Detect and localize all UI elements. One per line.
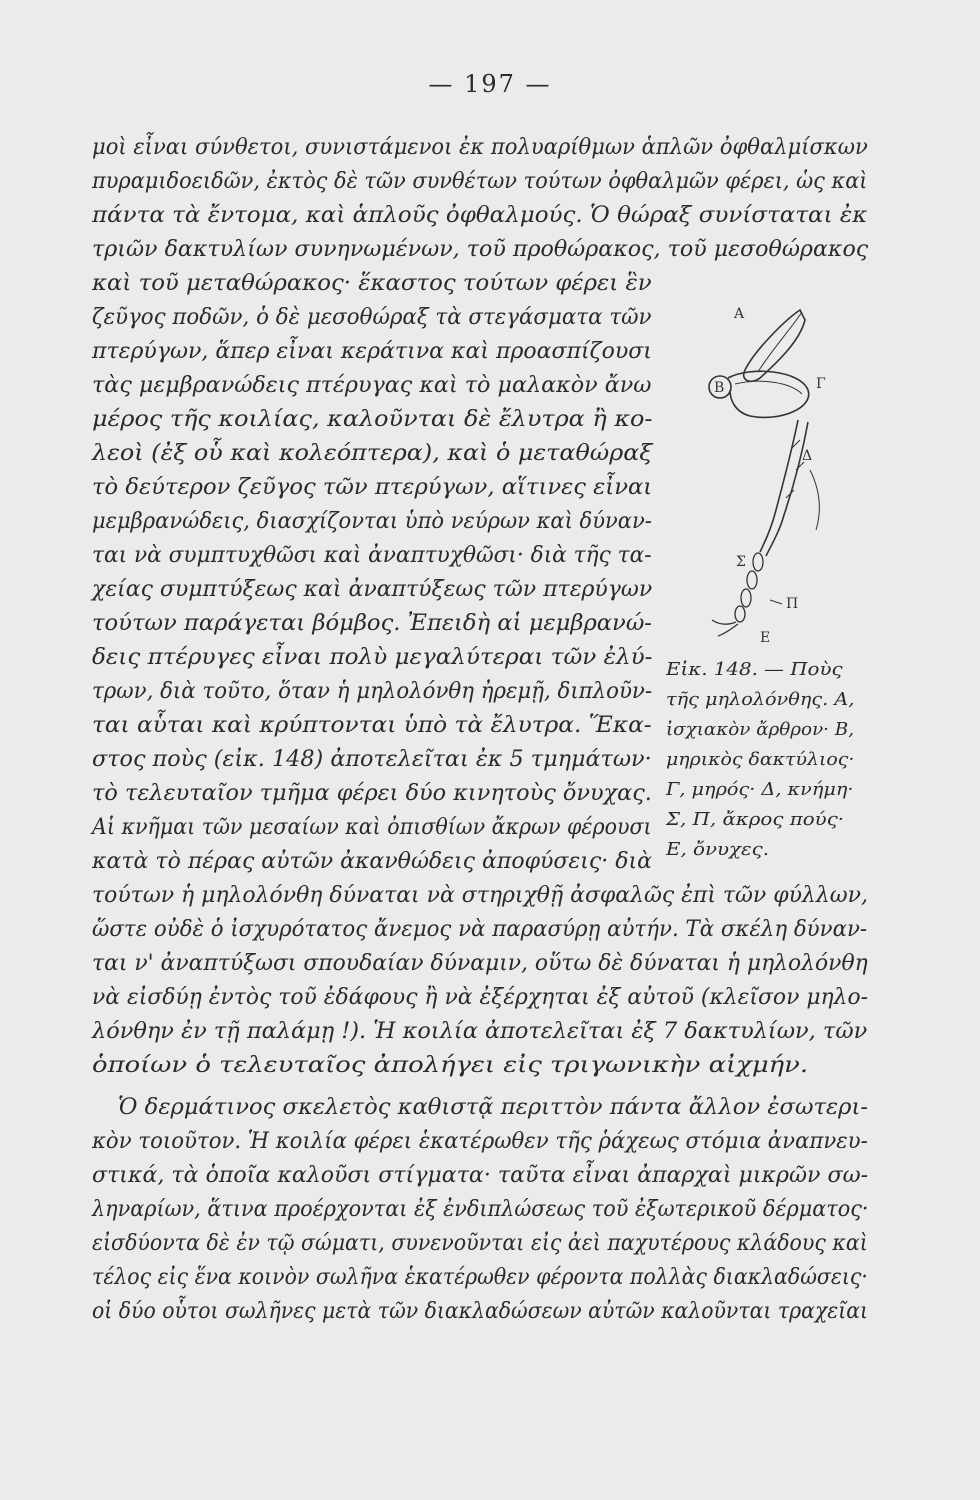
svg-text:Α: Α (734, 306, 745, 322)
text-line: τρων, διὰ τοῦτο, ὅταν ἡ μηλολόνθη ἠρεμῇ, διπλοῦν- (92, 678, 653, 704)
text-line: στος ποὺς (εἰκ. 148) ἀποτελεῖται ἐκ 5 τμημάτων· (92, 746, 652, 772)
text-line: πτερύγων, ἅπερ εἶναι κεράτινα καὶ προασπίζουσι (92, 338, 652, 364)
caption-line: Σ, Π, ἄκρος πούς· (666, 809, 845, 830)
text-line: ὥστε οὐδὲ ὁ ἰσχυρότατος ἄνεμος νὰ παρασύρῃ αὐτήν. Τὰ σκέλη δύναν- (92, 916, 868, 942)
text-line: λεοὶ (ἐξ οὗ καὶ κολεόπτερα), καὶ ὁ μεταθώραξ (92, 440, 653, 466)
text-line: κατὰ τὸ πέρας αὐτῶν ἀκανθώδεις ἀποφύσεις· διὰ (92, 848, 653, 874)
text-line: πάντα τὰ ἔντομα, καὶ ἁπλοῦς ὀφθαλμούς. Ὁ θώραξ συνίσταται ἐκ (92, 202, 868, 228)
text-line: λόνθην ἐν τῇ παλάμῃ !). Ἡ κοιλία ἀποτελεῖται ἐξ 7 δακτυλίων, τῶν (92, 1018, 868, 1044)
text-line: δεις πτέρυγες εἶναι πολὺ μεγαλύτεραι τῶν ἐλύ- (92, 644, 653, 670)
text-line: ται νὰ συμπτυχθῶσι καὶ ἀναπτυχθῶσι· διὰ τῆς τα- (92, 542, 652, 568)
text-line: τὰς μεμβρανώδεις πτέρυγας καὶ τὸ μαλακὸν ἄνω (92, 372, 652, 398)
text-line: τούτων ἡ μηλολόνθη δύναται νὰ στηριχθῇ ἀσφαλῶς ἐπὶ τῶν φύλλων, (92, 882, 868, 908)
svg-text:Ε: Ε (760, 630, 771, 646)
svg-text:Β: Β (714, 380, 725, 396)
text-line: μέρος τῆς κοιλίας, καλοῦνται δὲ ἔλυτρα ἢ κο- (92, 406, 653, 432)
svg-text:Γ: Γ (816, 376, 826, 392)
text-line: τούτων παράγεται βόμβος. Ἐπειδὴ αἱ μεμβρανώ- (92, 610, 652, 636)
caption-line: τῆς μηλολόνθης. Α, (666, 689, 855, 710)
text-line: Ὁ δερμάτινος σκελετὸς καθιστᾷ περιττὸν πάντα ἄλλον ἐσωτερι- (118, 1094, 869, 1120)
text-line: μεμβρανώδεις, διασχίζονται ὑπὸ νεύρων καὶ δύναν- (92, 508, 652, 534)
page-number: — 197 — (428, 70, 552, 98)
text-line: ται αὗται καὶ κρύπτονται ὑπὸ τὰ ἔλυτρα. Ἕκα- (92, 712, 652, 738)
text-line: καὶ τοῦ μεταθώρακος· ἕκαστος τούτων φέρει ἓν (92, 270, 652, 296)
text-line: πυραμιδοειδῶν, ἐκτὸς δὲ τῶν συνθέτων τούτων ὀφθαλμῶν φέρει, ὡς καὶ (92, 168, 868, 194)
text-line: τὸ τελευταῖον τμῆμα φέρει δύο κινητοὺς ὄνυχας. (92, 780, 652, 806)
svg-text:Σ: Σ (736, 554, 746, 570)
text-line: τριῶν δακτυλίων συνηνωμένων, τοῦ προθώρακος, τοῦ μεσοθώρακος (92, 236, 869, 262)
text-line: εἰσδύοντα δὲ ἐν τῷ σώματι, συνενοῦνται εἰς ἀεὶ παχυτέρους κλάδους καὶ (92, 1230, 868, 1256)
text-line: οἱ δύο οὗτοι σωλῆνες μετὰ τῶν διακλαδώσεων αὐτῶν καλοῦνται τραχεῖαι (92, 1298, 869, 1324)
caption-line: ἰσχιακὸν ἄρθρον· Β, (666, 719, 855, 740)
svg-text:Δ: Δ (802, 448, 813, 464)
caption-line: Γ, μηρός· Δ, κνήμη· (666, 779, 854, 800)
text-line: τὸ δεύτερον ζεῦγος τῶν πτερύγων, αἵτινες εἶναι (92, 474, 653, 500)
text-line: τέλος εἰς ἕνα κοινὸν σωλῆνα ἑκατέρωθεν φέροντα πολλὰς διακλαδώσεις· (92, 1264, 868, 1290)
caption-line: Εἰκ. 148. — Ποὺς (666, 659, 843, 680)
text-line: ληναρίων, ἅτινα προέρχονται ἐξ ἐνδιπλώσεως τοῦ ἐξωτερικοῦ δέρματος· (92, 1196, 869, 1222)
text-line: νὰ εἰσδύῃ ἐντὸς τοῦ ἐδάφους ἢ νὰ ἐξέρχηται ἐξ αὐτοῦ (κλεῖσον μηλο- (92, 984, 869, 1010)
text-line: μοὶ εἶναι σύνθετοι, συνιστάμενοι ἐκ πολυαρίθμων ἁπλῶν ὀφθαλμίσκων (92, 134, 868, 160)
text-line: χείας συμπτύξεως καὶ ἀναπτύξεως τῶν πτερύγων (92, 576, 653, 602)
beetle-leg-figure (690, 290, 860, 660)
svg-text:Π: Π (786, 596, 799, 612)
text-line: κὸν τοιοῦτον. Ἡ κοιλία φέρει ἑκατέρωθεν τῆς ῥάχεως στόμια ἀναπνευ- (92, 1128, 868, 1154)
text-line: ται ν' ἀναπτύξωσι σπουδαίαν δύναμιν, οὕτω δὲ δύναται ἡ μηλολόνθη (92, 950, 868, 976)
text-line: Αἱ κνῆμαι τῶν μεσαίων καὶ ὀπισθίων ἄκρων φέρουσι (92, 814, 652, 840)
beetle-leg-illustration (690, 290, 860, 660)
text-line: ζεῦγος ποδῶν, ὁ δὲ μεσοθώραξ τὰ στεγάσματα τῶν (92, 304, 652, 330)
text-line: ὁποίων ὁ τελευταῖος ἀπολήγει εἰς τριγωνικὴν αἰχμήν. (92, 1052, 809, 1078)
text-line: στικά, τὰ ὁποῖα καλοῦσι στίγματα· ταῦτα εἶναι ἀπαρχαὶ μικρῶν σω- (92, 1162, 869, 1188)
caption-line: Ε, ὄνυχες. (666, 839, 770, 860)
caption-line: μηρικὸς δακτύλιος· (666, 749, 855, 770)
